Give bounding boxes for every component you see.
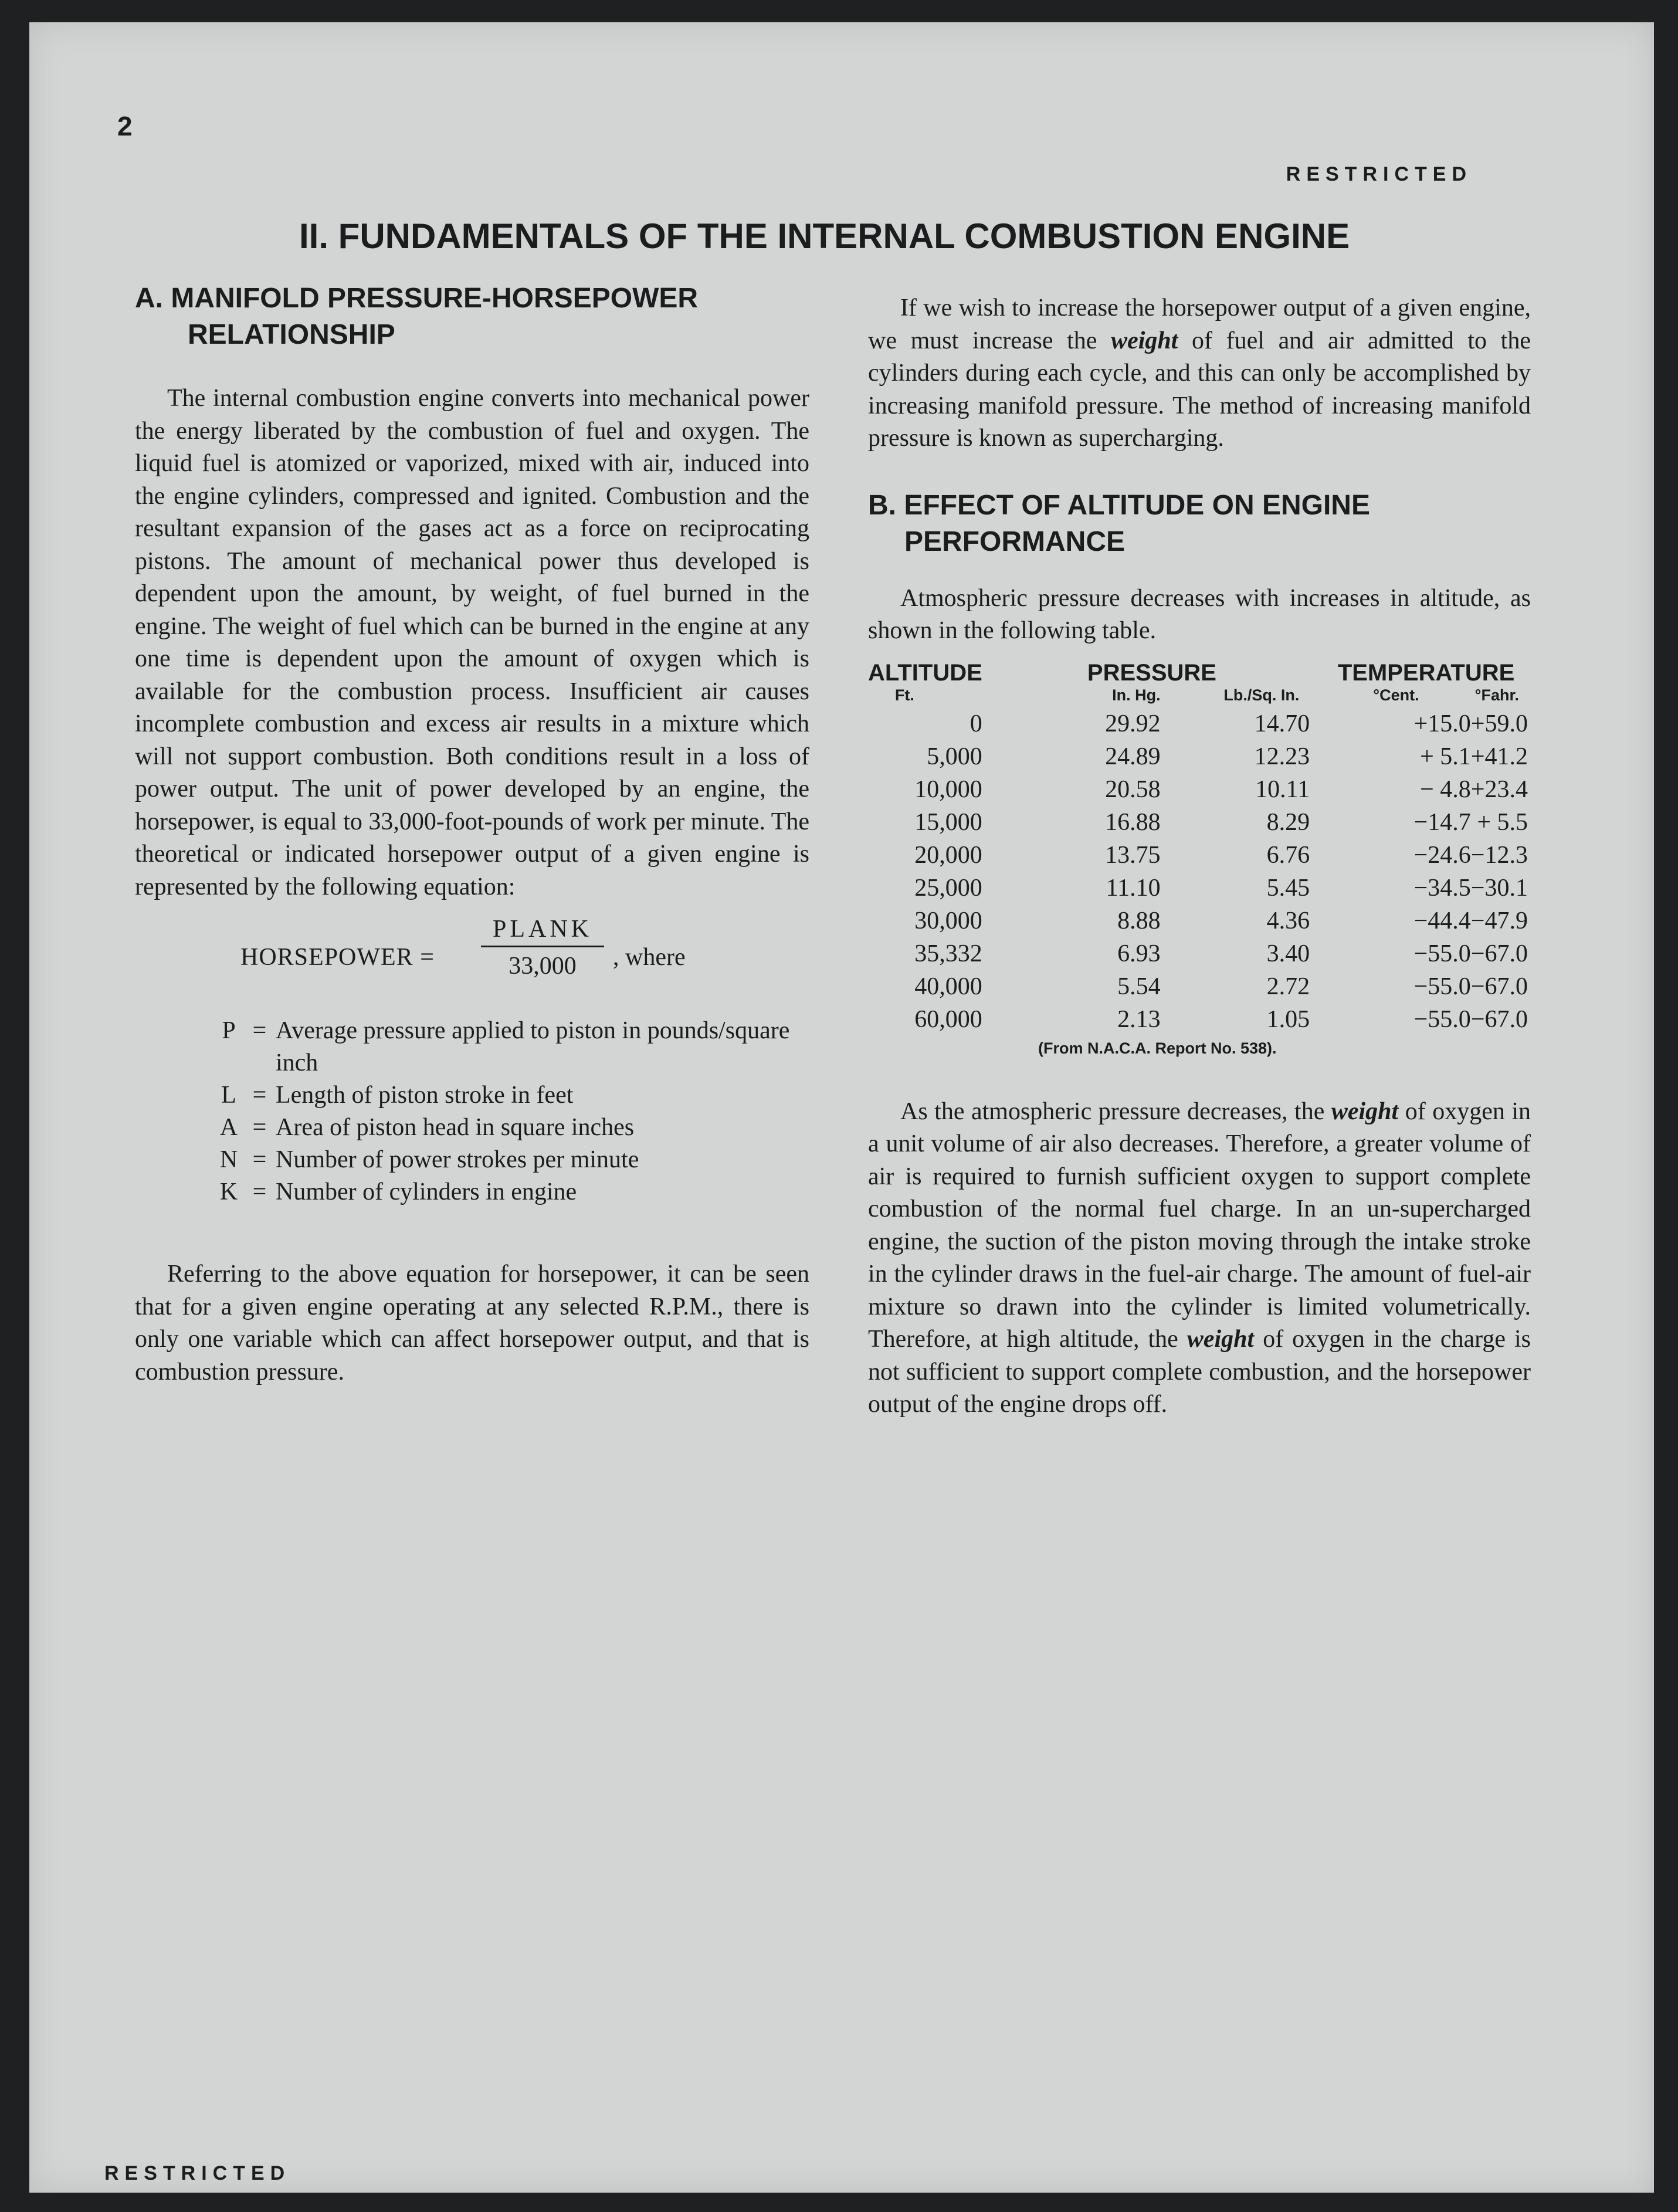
definition-symbol: K <box>219 1178 238 1205</box>
cell-in-hg: 11.10 <box>1106 874 1161 902</box>
definition-item <box>214 1176 809 1208</box>
horsepower-equation <box>135 915 809 991</box>
cell-temp-cent: + 5.1 <box>1420 743 1471 770</box>
definition-item <box>214 1112 809 1144</box>
cell-temp-fahr: −67.0 <box>1470 1005 1528 1033</box>
cell-in-hg: 6.93 <box>1117 940 1161 967</box>
table-row <box>868 839 1531 872</box>
table-row <box>868 872 1531 905</box>
definition-text: Number of power strokes per minute <box>276 1146 639 1173</box>
table-row <box>868 970 1531 1003</box>
definition-equals: = <box>252 1114 267 1141</box>
running-head: RESTRICTED <box>1286 163 1472 185</box>
altitude-table <box>868 659 1531 1036</box>
cell-lb-sq-in: 5.45 <box>1266 874 1310 902</box>
supercharging-text-a: If we wish to increase the horsepower output of a given engine, we must increase the <box>868 294 1531 354</box>
section-a-paragraph-2: Referring to the above equation for horsepower, it can be seen that for a given engine operating at any selected R.P.M., there is only one variable which can affect horsepower output, and that is combustion pressure. <box>135 1261 809 1386</box>
header-in-hg: In. Hg. <box>1112 686 1161 704</box>
equation-suffix: , where <box>613 944 686 971</box>
cell-temp-fahr: +59.0 <box>1470 710 1528 737</box>
oxygen-text-c: of oxygen in the charge is not sufficient to support complete combustion, and the horsepower output of the engine drops off. <box>868 1326 1531 1418</box>
cell-in-hg: 29.92 <box>1105 710 1161 737</box>
table-row <box>868 937 1531 970</box>
cell-in-hg: 20.58 <box>1105 775 1161 803</box>
equation-numerator: PLANK <box>481 915 604 947</box>
supercharging-paragraph <box>868 292 1531 455</box>
cell-altitude: 40,000 <box>914 973 982 1000</box>
cell-in-hg: 16.88 <box>1105 808 1161 836</box>
cell-lb-sq-in: 2.72 <box>1266 973 1310 1000</box>
definition-text: Length of piston stroke in feet <box>276 1082 574 1109</box>
table-row <box>868 905 1531 937</box>
cell-temp-fahr: −47.9 <box>1470 907 1528 934</box>
definition-text: Number of cylinders in engine <box>276 1178 577 1205</box>
cell-lb-sq-in: 12.23 <box>1254 743 1310 770</box>
emphasis-weight: weight <box>1331 1097 1399 1125</box>
table-source-note: (From N.A.C.A. Report No. 538). <box>1038 1039 1277 1057</box>
header-fahr: °Fahr. <box>1474 686 1519 704</box>
cell-temp-fahr: +41.2 <box>1470 743 1528 770</box>
running-foot: RESTRICTED <box>104 2162 291 2184</box>
table-group-header-row <box>868 659 1531 686</box>
definition-symbol: P <box>222 1017 236 1044</box>
cell-altitude: 20,000 <box>914 841 982 869</box>
oxygen-text-b: of oxygen in a unit volume of air also decreases. Therefore, a greater volume of air is required to furnish sufficient oxygen to support complete combustion of the normal fuel charge. In an un-supercharged engine, the suction of the piston moving through the intake stroke in the cylinder draws in the fuel-air charge. The amount of fuel-air mixture so drawn into the cylinder is limited volumetrically. Therefore, at high altitude, the <box>868 1097 1531 1353</box>
definition-symbol: L <box>221 1082 236 1109</box>
section-b-heading-line2: PERFORMANCE <box>904 526 1126 557</box>
emphasis-weight: weight <box>1187 1326 1255 1353</box>
header-pressure: PRESSURE <box>1087 659 1216 686</box>
cell-altitude: 5,000 <box>927 743 982 770</box>
cell-temp-cent: −55.0 <box>1413 973 1471 1000</box>
document-page <box>29 22 1654 2193</box>
definition-text: Area of piston head in square inches <box>276 1114 635 1141</box>
table-row <box>868 707 1531 740</box>
cell-in-hg: 2.13 <box>1117 1005 1161 1033</box>
equation-definitions <box>214 1015 809 1208</box>
definition-equals: = <box>252 1082 267 1109</box>
header-cent: °Cent. <box>1373 686 1419 704</box>
cell-temp-cent: −24.6 <box>1413 841 1471 869</box>
header-temperature: TEMPERATURE <box>1337 659 1515 686</box>
section-b-paragraph-2 <box>868 1096 1531 1421</box>
table-sub-header-row <box>868 686 1531 707</box>
definition-symbol: N <box>219 1146 238 1173</box>
section-b-heading <box>868 487 1531 560</box>
cell-temp-cent: +15.0 <box>1413 710 1471 737</box>
cell-temp-cent: − 4.8 <box>1420 775 1471 803</box>
equation-fraction <box>481 915 604 980</box>
page-number: 2 <box>117 111 133 141</box>
cell-altitude: 25,000 <box>914 874 982 902</box>
cell-temp-cent: −14.7 <box>1413 808 1471 836</box>
cell-lb-sq-in: 14.70 <box>1254 710 1310 737</box>
equation-denominator: 33,000 <box>509 953 577 980</box>
cell-temp-fahr: + 5.5 <box>1477 808 1528 836</box>
cell-temp-cent: −55.0 <box>1413 1005 1471 1033</box>
header-altitude: ALTITUDE <box>868 659 982 686</box>
cell-altitude: 10,000 <box>914 775 982 803</box>
cell-in-hg: 13.75 <box>1105 841 1161 869</box>
cell-in-hg: 5.54 <box>1117 973 1161 1000</box>
cell-in-hg: 24.89 <box>1105 743 1161 770</box>
section-a-heading-line1: A. MANIFOLD PRESSURE-HORSEPOWER <box>135 283 699 314</box>
definition-item <box>214 1144 809 1176</box>
cell-temp-fahr: +23.4 <box>1470 775 1528 803</box>
cell-altitude: 30,000 <box>914 907 982 934</box>
cell-lb-sq-in: 10.11 <box>1255 775 1310 803</box>
definition-text: Average pressure applied to piston in pounds/square inch <box>276 1017 790 1076</box>
definition-equals: = <box>252 1146 267 1173</box>
header-lb-sq-in: Lb./Sq. In. <box>1223 686 1300 704</box>
section-a-paragraph-1: The internal combustion engine converts into mechanical power the energy liberated by the combustion of fuel and oxygen. The liquid fuel is atomized or vaporized, mixed with air, induced into the engine cylinders, compressed and ignited. Combustion and the resultant expansion of the gases act as a force on reciprocating pistons. The amount of mechanical power thus developed is dependent upon the amount, by weight, of fuel burned in the engine. The weight of fuel which can be burned in the engine at any one time is dependent upon the amount of oxygen which is available for the combustion process. Insufficient air causes incomplete combustion and excess air results in a mixture which will not support combustion. Both conditions result in a loss of power output. The unit of power developed by an engine, the horsepower, is equal to 33,000-foot-pounds of work per minute. The theoretical or indicated horsepower output of a given engine is represented by the following equation: <box>135 385 809 900</box>
section-b-paragraph-1: Atmospheric pressure decreases with increases in altitude, as shown in the following table. <box>868 584 1531 644</box>
definition-equals: = <box>252 1178 267 1205</box>
cell-lb-sq-in: 3.40 <box>1266 940 1310 967</box>
table-row <box>868 773 1531 806</box>
cell-temp-fahr: −12.3 <box>1470 841 1528 869</box>
header-ft: Ft. <box>894 686 914 704</box>
cell-lb-sq-in: 4.36 <box>1266 907 1310 934</box>
emphasis-weight: weight <box>1111 327 1178 354</box>
cell-altitude: 60,000 <box>914 1005 982 1033</box>
left-column <box>135 280 809 1388</box>
equation-label: HORSEPOWER = <box>240 944 435 971</box>
chapter-title: II. FUNDAMENTALS OF THE INTERNAL COMBUSTION ENGINE <box>299 216 1350 256</box>
cell-lb-sq-in: 6.76 <box>1266 841 1310 869</box>
table-row <box>868 740 1531 773</box>
definition-item <box>214 1015 809 1079</box>
cell-temp-cent: −55.0 <box>1413 940 1471 967</box>
cell-temp-cent: −44.4 <box>1413 907 1471 934</box>
section-a-heading <box>135 280 809 353</box>
section-a-heading-line2: RELATIONSHIP <box>188 319 395 350</box>
cell-lb-sq-in: 1.05 <box>1266 1005 1310 1033</box>
supercharging-text-b: of fuel and air admitted to the cylinders during each cycle, and this can only be accomplished by increasing manifold pressure. The method of increasing manifold pressure is known as supercharging. <box>868 327 1531 452</box>
cell-temp-fahr: −30.1 <box>1470 874 1528 902</box>
cell-altitude: 0 <box>969 710 982 737</box>
cell-lb-sq-in: 8.29 <box>1266 808 1310 836</box>
definition-equals: = <box>252 1017 267 1044</box>
definition-symbol: A <box>219 1114 238 1141</box>
cell-altitude: 35,332 <box>914 940 982 967</box>
table-body <box>868 707 1531 1036</box>
table-row <box>868 806 1531 839</box>
cell-temp-fahr: −67.0 <box>1470 973 1528 1000</box>
cell-in-hg: 8.88 <box>1117 907 1161 934</box>
right-column <box>868 292 1531 1421</box>
cell-temp-cent: −34.5 <box>1413 874 1471 902</box>
table-row <box>868 1003 1531 1036</box>
section-b-heading-line1: B. EFFECT OF ALTITUDE ON ENGINE <box>868 489 1370 521</box>
definition-item <box>214 1079 809 1112</box>
cell-temp-fahr: −67.0 <box>1470 940 1528 967</box>
oxygen-text-a: As the atmospheric pressure decreases, the <box>900 1097 1331 1125</box>
cell-altitude: 15,000 <box>914 808 982 836</box>
